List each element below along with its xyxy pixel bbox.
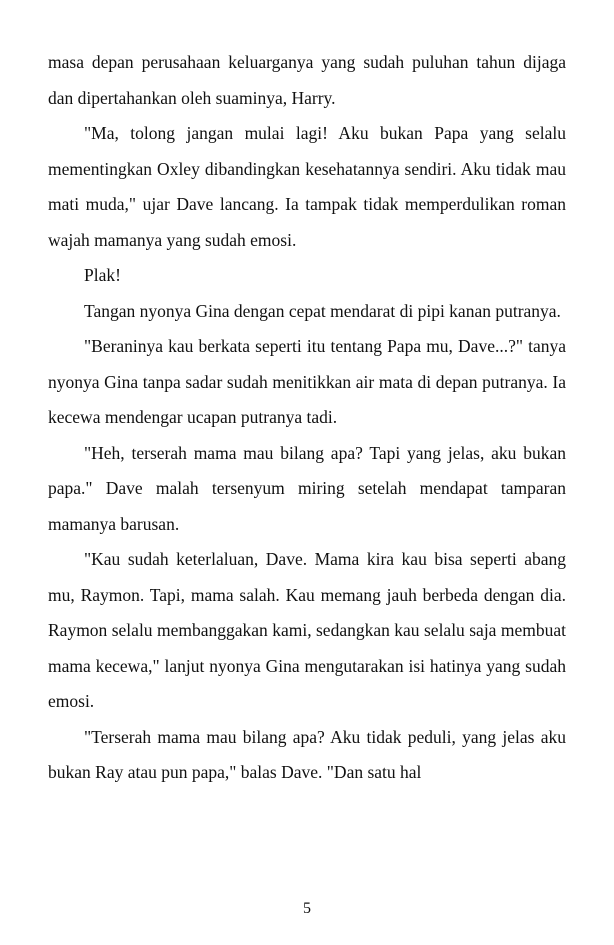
paragraph-5: "Beraninya kau berkata seperti itu tentang Papa mu, Dave...?" tanya nyonya Gina tanpa sadar sudah menitikkan air mata di depan putranya. Ia kecewa mendengar ucapan putranya tadi. [48,336,566,427]
page-number: 5 [303,900,311,917]
paragraph-2: "Ma, tolong jangan mulai lagi! Aku bukan Papa yang selalu mementingkan Oxley dibandingkan kesehatannya sendiri. Aku tidak mau mati muda," ujar Dave lancang. Ia tampak tidak memperdulikan roman wajah mamanya yang sudah emosi. [48,123,566,250]
paragraph-7: "Kau sudah keterlaluan, Dave. Mama kira kau bisa seperti abang mu, Raymon. Tapi, mama salah. Kau memang jauh berbeda dengan dia. Raymon selalu membanggakan kami, sedangkan kau selalu saja membuat mama kecewa," lanjut nyonya Gina mengutarakan isi hatinya yang sudah emosi. [48,549,566,711]
paragraph-8: "Terserah mama mau bilang apa? Aku tidak peduli, yang jelas aku bukan Ray atau pun papa," balas Dave. "Dan satu hal [48,726,566,782]
paragraph-6: "Heh, terserah mama mau bilang apa? Tapi yang jelas, aku bukan papa." Dave malah tersenyum miring setelah mendapat tamparan mamanya barusan. [48,442,566,534]
page-body [48,45,566,791]
paragraph-4: Tangan nyonya Gina dengan cepat mendarat di pipi kanan putranya. [84,300,561,321]
paragraph-1: masa depan perusahaan keluarganya yang sudah puluhan tahun dijaga dan dipertahankan oleh suaminya, Harry. [48,52,566,108]
paragraph-3: Plak! [84,265,121,285]
